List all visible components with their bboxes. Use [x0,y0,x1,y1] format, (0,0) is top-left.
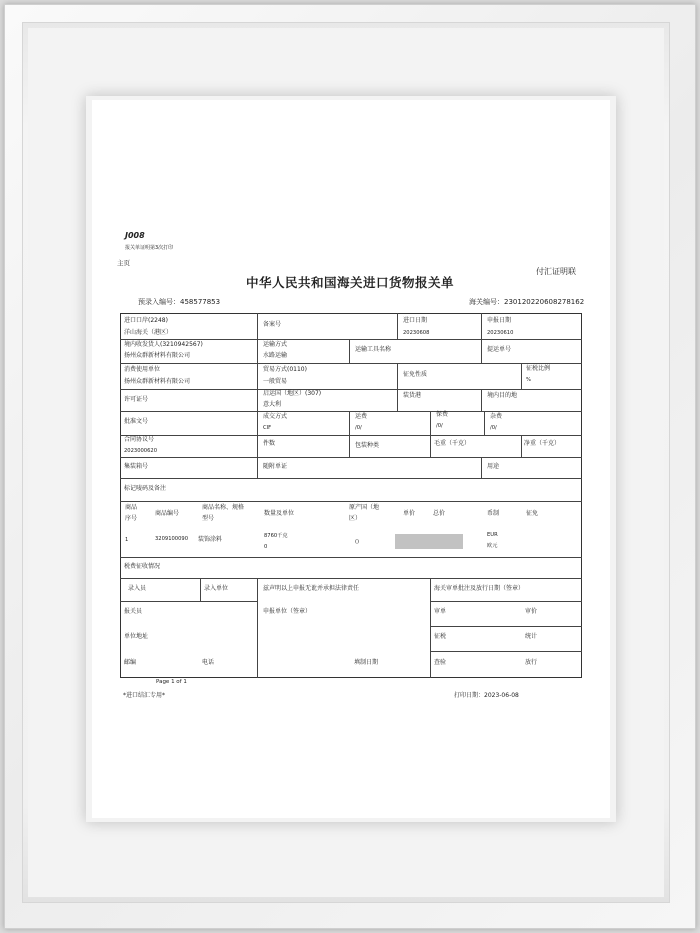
stats-label: 统计 [525,633,538,640]
contract-value: 2023000620 [124,448,158,454]
col-line [349,339,350,364]
col-line [430,411,431,436]
row-currency-2: 欧元 [487,543,498,549]
import-port-value: 洋山海关（港区） [124,329,173,336]
package-label: 包装种类 [355,442,380,449]
form-code: J008 [125,231,145,240]
col-line [521,363,522,390]
customs-number: 海关编号：230120220608278162 [469,298,585,306]
import-date-value: 20230608 [403,330,430,336]
entry-unit-label: 录入单位 [204,585,229,592]
col-item-no: 商品 [125,504,138,511]
approval-label: 批准文号 [124,418,149,425]
inspect-label: 查验 [434,659,447,666]
misc-label: 杂费 [490,413,503,420]
user-label: 消费使用单位 [124,366,161,373]
col-line [257,578,258,678]
col-line [397,389,398,412]
col-line [397,313,398,340]
col-unit-price: 单价 [403,510,416,517]
col-name: 商品名称、规格 [202,504,245,511]
print-count-note: 报关单证明第3次打印 [125,245,174,251]
audit-label: 审价 [525,608,538,615]
tax-info-label: 税费征收情况 [124,563,161,570]
col-line [349,435,350,458]
copy-type-label: 付汇证明联 [536,267,576,276]
entry-clerk-label: 录入员 [128,585,147,592]
row-no: 1 [125,537,129,543]
port-load-label: 装货港 [403,392,422,399]
container-label: 集装箱号 [124,463,149,470]
col-line [257,313,258,479]
declaration-form [120,313,582,678]
customs-approval-label: 海关审单批注及放行日期（签章） [434,585,525,592]
row-code: 3209100090 [155,536,189,542]
row-currency: EUR [487,532,498,538]
deal-value: CIF [263,425,272,431]
import-port-label: 进口口岸(2248) [124,317,168,324]
row-line [120,578,582,579]
pieces-label: 件数 [263,440,276,447]
col-line [430,578,431,678]
row-qty-2: 0 [264,544,268,550]
col-origin-2: 区） [349,515,362,522]
col-origin: 原产国（地 [349,504,380,511]
tax-levy-label: 征税 [434,633,447,640]
declaration-statement: 兹声明以上申报无讹并承担法律责任 [263,585,360,592]
exemption-label: 征免性质 [403,371,428,378]
tax-ratio-label: 征税比例 [526,365,551,372]
license-label: 许可证号 [124,396,149,403]
row-line [430,626,582,627]
origin-country-label: 启运国（地区）(307) [263,390,322,397]
col-code: 商品编号 [155,510,180,517]
row-line [120,435,582,436]
phone-label: 电话 [202,659,215,666]
postcode-label: 邮编 [124,659,137,666]
redacted-price-block [395,534,463,549]
tax-ratio-value: % [526,377,531,383]
user-value: 扬州众群新材料有限公司 [124,378,191,385]
col-line [200,578,201,602]
row-line [430,601,582,602]
row-name: 装饰涂料 [198,536,223,543]
trade-label: 贸易方式(0110) [263,366,307,373]
address-label: 单位地址 [124,633,149,640]
row-qty: 8760千克 [264,533,288,539]
col-line [481,389,482,412]
origin-country-value: 意大利 [263,401,282,408]
destination-label: 境内目的地 [487,392,518,399]
vehicle-label: 运输工具名称 [355,346,392,353]
record-no-label: 备案号 [263,321,282,328]
gross-label: 毛重（千克） [434,440,471,447]
row-origin: () [355,539,360,545]
col-line [430,435,431,458]
col-currency: 币制 [487,510,500,517]
freight-label: 运费 [355,413,368,420]
row-line [120,411,582,412]
declarant-label: 报关员 [124,608,143,615]
row-line [120,501,582,502]
row-line [120,601,257,602]
bill-label: 提运单号 [487,346,512,353]
row-line [120,339,582,340]
document-title: 中华人民共和国海关进口货物报关单 [245,275,454,290]
contract-label: 合同协议号 [124,436,155,443]
row-line [120,389,582,390]
declare-unit-label: 申报单位（签章） [263,608,312,615]
col-line [521,435,522,458]
fill-date-label: 填制日期 [354,659,379,666]
print-date: 打印日期：2023-06-08 [454,692,519,699]
net-label: 净重（千克） [524,440,561,447]
insurance-label: 保费 [436,411,449,418]
pre-entry-number: 预录入编号：458577853 [138,298,221,306]
declare-date-label: 申报日期 [487,317,512,324]
misc-value: /0/ [490,425,497,431]
col-item-no-2: 序号 [125,515,138,522]
documents-label: 随附单证 [263,463,288,470]
transport-label: 运输方式 [263,341,288,348]
transport-value: 水路运输 [263,352,288,359]
consignee-label: 境内收发货人(3210942567) [124,341,203,348]
marks-label: 标记唛码及备注 [124,485,167,492]
row-line [120,457,582,458]
row-line [120,363,582,364]
row-line [120,478,582,479]
consignee-value: 扬州众群新材料有限公司 [124,352,191,359]
trade-value: 一般贸易 [263,378,288,385]
col-levy: 征免 [526,510,539,517]
import-date-label: 进口日期 [403,317,428,324]
main-page-label: 主页 [117,259,130,267]
row-line [120,557,582,558]
col-total: 总价 [433,510,446,517]
review-label: 审单 [434,608,447,615]
col-qty: 数量及单位 [264,510,295,517]
col-line [481,339,482,364]
release-label: 放行 [525,659,538,666]
col-name-2: 型号 [202,515,215,522]
usage-note: *进口结汇专用* [123,692,166,699]
col-line [484,411,485,436]
declare-date-value: 20230610 [487,330,514,336]
row-line [430,651,582,652]
col-line [397,363,398,390]
insurance-value: /0/ [436,423,443,429]
col-line [481,457,482,479]
freight-value: /0/ [355,425,362,431]
usage-label: 用途 [487,463,500,470]
col-line [349,411,350,436]
deal-label: 成交方式 [263,413,288,420]
page-indicator: Page 1 of 1 [156,679,187,685]
col-line [481,313,482,340]
